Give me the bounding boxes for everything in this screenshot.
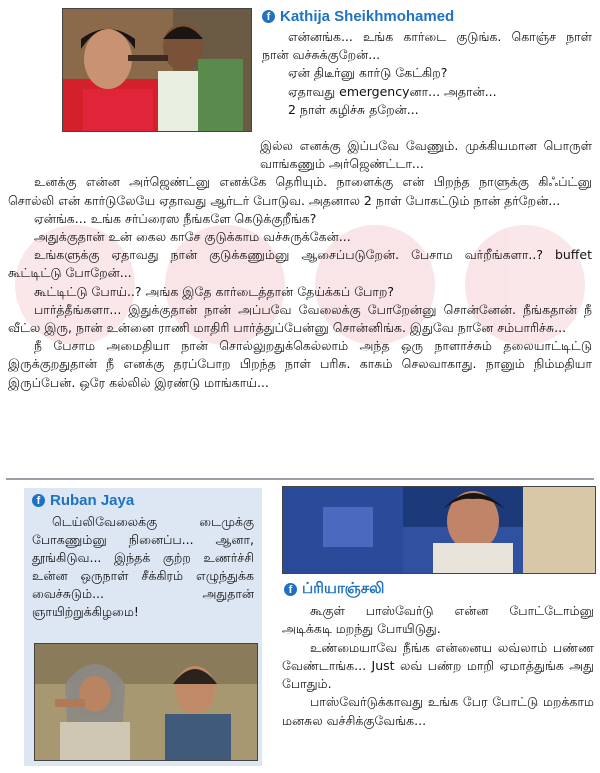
post-1-line: ஏன் திடீர்னு கார்டு கேட்கிற? bbox=[288, 65, 448, 81]
post-1-line: என்னங்க... உங்க கார்டை குடுங்க. கொஞ்ச நாள் நான் வச்சுக்குறேன்... bbox=[262, 29, 592, 63]
post-2-header bbox=[32, 492, 254, 509]
post-3-line: கூகுள் பாஸ்வேர்டு என்ன போட்டோம்னு அடிக்கடி மறந்து போயிடுது. bbox=[282, 603, 594, 637]
post-1-line: நீ பேசாம அமைதியா நான் சொல்லுறதுக்கெல்லாம் அந்த ஒரு நாளாச்சும் தலையாட்டிட்டு இருக்குறதுதான் நீ எனக்கு தரப்போற பிறந்த நாள் பரிசு. காசும் செலவாகாது. நானும் நிம்மதியா இருப்பேன். ஒரே கல்லில் இரண்டு மாங்காய்... bbox=[8, 338, 592, 390]
photo-couple-scene bbox=[62, 8, 252, 132]
post-1-line: உங்களுக்கு ஏதாவது நான் குடுக்கணும்னு ஆசைப்படுறேன். பேசாம வர்றீங்களா..? buffet கூட்டிட்டு போறேன்... bbox=[8, 247, 592, 281]
post-1-body-top bbox=[262, 28, 592, 119]
post-1-line: கூட்டிட்டு போய்..? அங்க இதே கார்டைத்தான் தேய்க்கப் போற? bbox=[34, 283, 395, 299]
facebook-post-3 bbox=[282, 580, 594, 730]
post-1-author: Kathija Sheikhmohamed bbox=[280, 8, 455, 25]
post-1-line: அதுக்குதான் உன் கைல காசே குடுக்காம வச்சுருக்கேன்... bbox=[34, 229, 351, 245]
photo-two-men bbox=[34, 643, 258, 761]
facebook-icon: f bbox=[284, 583, 297, 596]
facebook-icon: f bbox=[32, 494, 45, 507]
facebook-icon: f bbox=[262, 10, 275, 23]
post-3-line: பாஸ்வேர்டுக்காவது உங்க பேர போட்டு மறக்காம மனசுல வச்சிக்குவேங்க... bbox=[282, 694, 594, 728]
post-1-body-main bbox=[8, 137, 592, 392]
post-1-line: ஏன்ங்க... உங்க சர்ப்ரைஸ நீங்களே கெடுக்குறீங்க? bbox=[34, 210, 317, 226]
photo-man-portrait bbox=[282, 486, 596, 574]
post-1-line: 2 நாள் கழிச்சு தறேன்... bbox=[288, 101, 419, 117]
post-2-author: Ruban Jaya bbox=[50, 492, 135, 509]
section-divider bbox=[6, 478, 594, 480]
post-3-author: ப்ரியாஞ்சலி bbox=[302, 580, 385, 597]
post-1-line: பார்த்தீங்களா... இதுக்குதான் நான் அப்பவே வேலைக்கு போறேன்னு சொன்னேன். நீங்கதான் நீ வீட்ல இரு, நான் உன்னை ராணி மாதிரி பார்த்துப்பேன்னு சொன்னிங்க. இதுவே நானே சம்பாரிச்சு... bbox=[8, 301, 592, 336]
post-3-line: உண்மையாவே நீங்க என்னைய லவ்லாம் பண்ண வேண்டாங்க... Just லவ் பண்ற மாறி ஏமாத்துங்க அது போதும். bbox=[282, 639, 594, 692]
post-1-header bbox=[262, 8, 454, 25]
post-2-body: டெய்லிவேலைக்கு டைமுக்கு போகணும்னு நினைப்ப... ஆனா, தூங்கிடுவ... இந்தக் குற்ற உணர்ச்சி உன்ன ஒருநாள் சீக்கிரம் எழுந்துக்க வைச்சுடும்... அதுதான் ஞாயிற்றுக்கிழமை! bbox=[32, 514, 254, 619]
post-1-line: உனக்கு என்ன அர்ஜெண்ட்னு எனக்கே தெரியும். நாளைக்கு என் பிறந்த நாளுக்கு கிஃப்ட்னு சொல்லி என் கார்டுலேயே ஏதாவது ஆர்டர் போடுவ. அதனால 2 நாள் போகட்டும் நான் தர்றேன்... bbox=[8, 174, 592, 208]
post-1-line: ஏதாவது emergencyனா... அதான்... bbox=[288, 83, 497, 99]
post-1-line: இல்ல எனக்கு இப்பவே வேணும். முக்கியமான பொருள் வாங்கணும் அர்ஜெண்ட்டா... bbox=[260, 138, 592, 172]
post-3-header bbox=[284, 580, 594, 599]
